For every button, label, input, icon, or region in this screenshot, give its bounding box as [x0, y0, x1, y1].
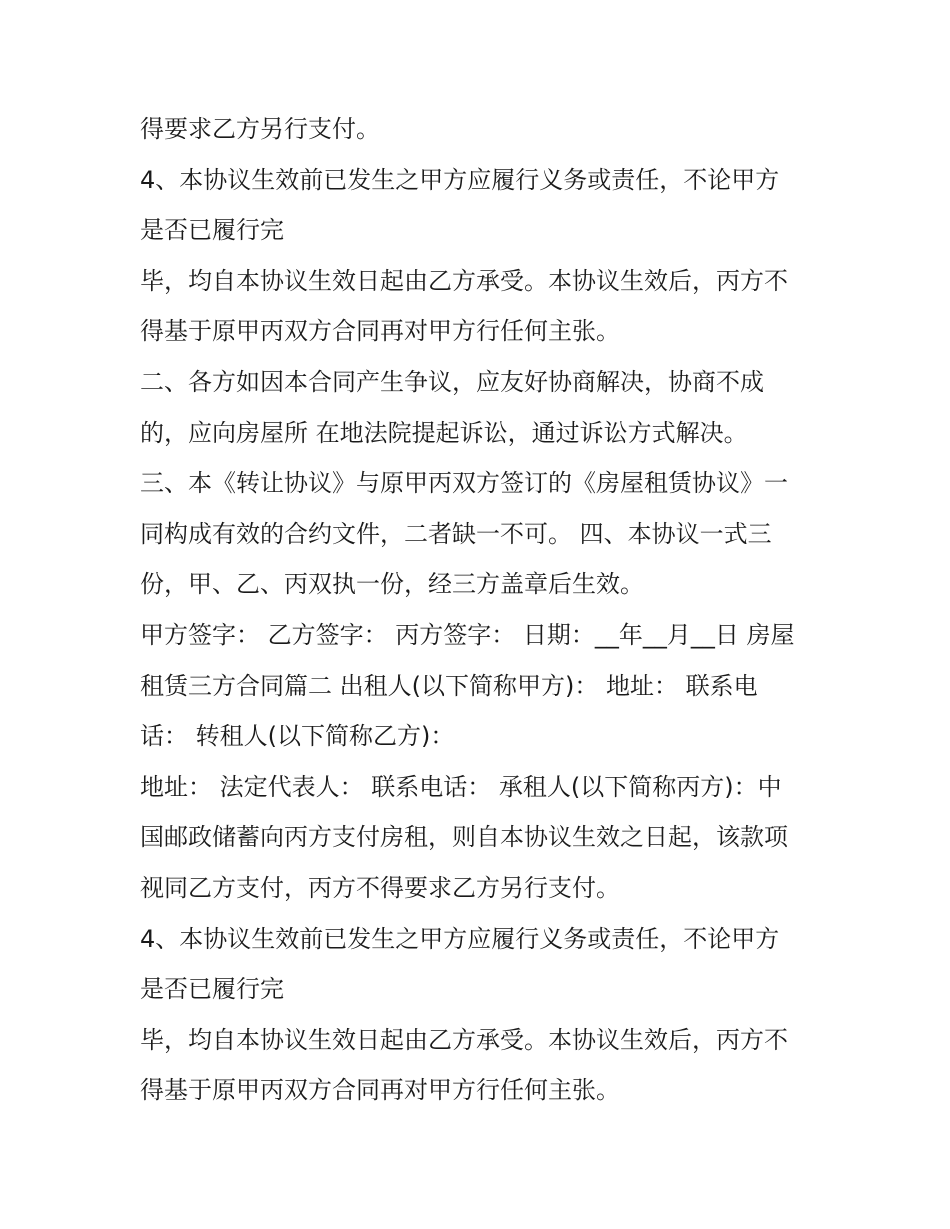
text-line: 份，甲、乙、丙双执一份，经三方盖章后生效。	[140, 570, 644, 599]
text-line: 得要求乙方另行支付。	[140, 115, 380, 143]
text-line: 的，应向房屋所 在地法院提起诉讼，通过诉讼方式解决。	[140, 418, 748, 447]
text-line: 是否已履行完	[140, 975, 284, 1004]
text-line: 得基于原甲丙双方合同再对甲方行任何主张。	[140, 317, 620, 346]
document-body	[140, 104, 830, 1116]
text-line: 国邮政储蓄向丙方支付房租，则自本协议生效之日起，该款项	[140, 823, 788, 852]
text-line: 话： 转租人(以下简称乙方)：	[140, 722, 455, 751]
text-line: 二、各方如因本合同产生争议，应友好协商解决，协商不成	[140, 367, 764, 396]
text-line: 同构成有效的合约文件，二者缺一不可。 四、本协议一式三	[140, 519, 772, 548]
text-line: 4、本协议生效前已发生之甲方应履行义务或责任，不论甲方	[140, 924, 780, 953]
text-line: 三、本《转让协议》与原甲丙双方签订的《房屋租赁协议》一	[140, 469, 788, 498]
text-line: 毕，均自本协议生效日起由乙方承受。本协议生效后，丙方不	[140, 266, 788, 295]
text-line: 视同乙方支付，丙方不得要求乙方另行支付。	[140, 873, 620, 902]
text-line: 甲方签字： 乙方签字： 丙方签字： 日期：__年__月__日 房屋	[140, 620, 795, 649]
text-line: 地址： 法定代表人： 联系电话： 承租人(以下简称丙方)：中	[140, 772, 782, 801]
text-line: 4、本协议生效前已发生之甲方应履行义务或责任，不论甲方	[140, 165, 780, 194]
text-line: 毕，均自本协议生效日起由乙方承受。本协议生效后，丙方不	[140, 1025, 788, 1054]
text-line: 得基于原甲丙双方合同再对甲方行任何主张。	[140, 1076, 620, 1105]
text-line: 是否已履行完	[140, 216, 284, 245]
text-line: 租赁三方合同篇二 出租人(以下简称甲方)： 地址： 联系电	[140, 671, 758, 700]
